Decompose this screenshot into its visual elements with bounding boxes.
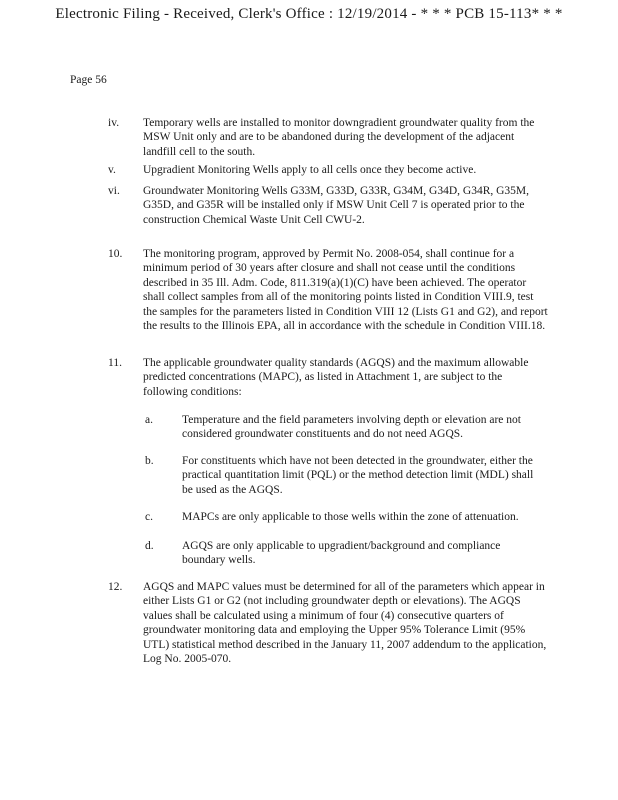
- condition-11: [108, 356, 548, 399]
- condition-10: [108, 247, 548, 333]
- subitem-marker: a.: [145, 414, 153, 426]
- item-text: Upgradient Monitoring Wells apply to all cells once they become active.: [143, 164, 477, 176]
- condition-11-d: [145, 539, 545, 568]
- item-text: Temporary wells are installed to monitor downgradient groundwater quality from the MSW Unit only and are to be abandoned during the development of the adjacent landfill cell to the south.: [143, 117, 535, 158]
- subitem-marker: c.: [145, 511, 153, 523]
- list-item-v: [108, 163, 548, 177]
- item-marker: vi.: [108, 185, 120, 197]
- subitem-text: For constituents which have not been detected in the groundwater, either the practical quantitation limit (PQL) or the method detection limit (MDL) shall be used as the AGQS.: [182, 455, 534, 496]
- item-text: The applicable groundwater quality standards (AGQS) and the maximum allowable predicted concentrations (MAPC), as listed in Attachment 1, are subject to the following conditions:: [143, 357, 529, 398]
- item-text: Groundwater Monitoring Wells G33M, G33D, G33R, G34M, G34D, G34R, G35M, G35D, and G35R will be installed only if MSW Unit Cell 7 is operated prior to the construction Chemical Waste Unit Cell CWU-2.: [143, 185, 530, 226]
- item-text: AGQS and MAPC values must be determined for all of the parameters which appear in either Lists G1 or G2 (not including groundwater depth or elevations). The AGQS values shall be calculated using a minimum of four (4) consecutive quarters of groundwater monitoring data and employing the Upper 95% Tolerance Limit (95% UTL) statistical method described in the January 11, 2007 addendum to the application, Log No. 2005-070.: [143, 581, 547, 666]
- subitem-marker: d.: [145, 540, 154, 552]
- item-text: The monitoring program, approved by Permit No. 2008-054, shall continue for a minimum period of 30 years after closure and shall not cease until the conditions described in 35 Ill. Adm. Code, 811.319(a)(1)(C) have been achieved. The operator shall collect samples from all of the monitoring points listed in Condition VIII.9, test the samples for the parameters listed in Condition VIII 12 (Lists G1 and G2), and report the results to the Illinois EPA, all in accordance with the schedule in Condition VIII.18.: [143, 248, 548, 333]
- item-marker: 12.: [108, 581, 123, 593]
- condition-11-c: [145, 510, 545, 524]
- subitem-text: MAPCs are only applicable to those wells within the zone of attenuation.: [182, 511, 519, 523]
- list-item-iv: [108, 116, 548, 159]
- subitem-marker: b.: [145, 455, 154, 467]
- item-marker: iv.: [108, 117, 120, 129]
- condition-11-a: [145, 413, 545, 442]
- page-number: Page 56: [70, 74, 107, 86]
- item-marker: 10.: [108, 248, 123, 260]
- subitem-text: AGQS are only applicable to upgradient/background and compliance boundary wells.: [182, 540, 501, 567]
- list-item-vi: [108, 184, 548, 227]
- filing-header: Electronic Filing - Received, Clerk's Office : 12/19/2014 - * * * PCB 15-113* * *: [55, 6, 563, 22]
- condition-12: [108, 580, 548, 666]
- condition-11-b: [145, 454, 545, 497]
- item-marker: 11.: [108, 357, 122, 369]
- subitem-text: Temperature and the field parameters involving depth or elevation are not considered groundwater constituents and do not need AGQS.: [182, 414, 521, 441]
- item-marker: v.: [108, 164, 116, 176]
